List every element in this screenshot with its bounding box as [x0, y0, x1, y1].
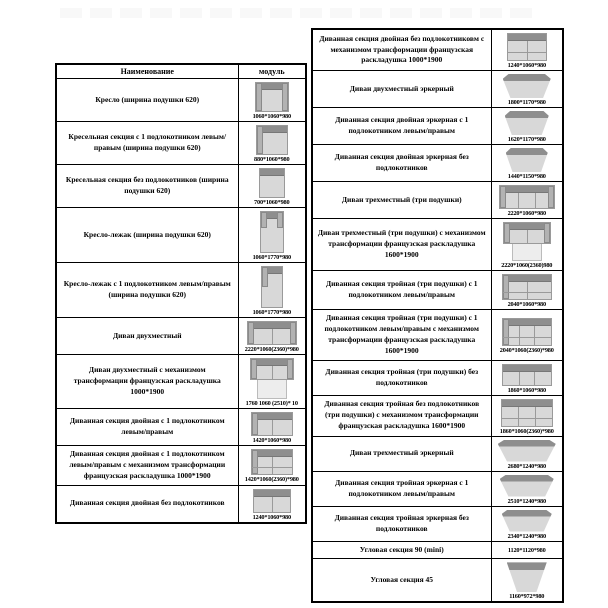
- section-two-one-arm-mechanism-topview-icon: [251, 449, 293, 475]
- header-row: [56, 64, 306, 79]
- module-dimensions: 1120*1120*980: [507, 547, 546, 555]
- sofa-three-seat-topview-icon: [499, 185, 555, 209]
- left-catalog-table: [55, 63, 307, 524]
- bay-section-three-one-arm-topview-icon: [500, 475, 554, 497]
- module-dimensions: 2040*1060*980: [507, 301, 546, 308]
- item-name: Кресельная секция с 1 подлокотником левым/правым (ширина подушки 620): [56, 122, 238, 165]
- backrest-shape: [248, 322, 296, 329]
- module-cell: [238, 446, 306, 486]
- cushion-divider: [272, 366, 273, 379]
- item-name: Кресло (ширина подушки 620): [56, 79, 238, 122]
- left-armrest-shape: [252, 450, 258, 474]
- module-dimensions: 1420*1060*980: [252, 437, 291, 444]
- module-cell: [238, 485, 306, 523]
- module-dimensions: 1440*1150*980: [507, 173, 546, 180]
- left-armrest-shape: [503, 275, 509, 299]
- catalog-row: [312, 182, 563, 219]
- bay-section-two-one-arm-topview-icon: [505, 111, 549, 135]
- lounger-two-arms-topview-icon: [260, 211, 284, 253]
- module-cell: [491, 471, 563, 506]
- catalog-row: [56, 355, 306, 409]
- module-cell: [491, 145, 563, 182]
- column-header-name: Наименование: [56, 64, 238, 79]
- module-cell: [238, 355, 306, 409]
- module-dimensions: 1860*1060(2360)*980: [499, 427, 554, 435]
- faded-scan-artifact: [60, 8, 540, 18]
- cushion-divider: [534, 372, 535, 385]
- item-name: Угловая секция 90 (mini): [312, 541, 491, 559]
- left-armrest-shape: [256, 83, 262, 111]
- catalog-row: [56, 208, 306, 263]
- catalog-row: [312, 271, 563, 310]
- module-cell: [491, 360, 563, 395]
- backrest-shape: [254, 490, 290, 497]
- catalog-row: [56, 79, 306, 122]
- catalog-row: [312, 395, 563, 436]
- left-armrest-shape: [251, 359, 257, 379]
- catalog-row: [312, 471, 563, 506]
- bay-section-three-no-arms-topview-icon: [502, 510, 552, 532]
- catalog-row: [56, 122, 306, 165]
- left-armrest-shape: [503, 319, 509, 345]
- catalog-row: [312, 436, 563, 471]
- section-two-no-arms-topview-icon: [253, 489, 291, 513]
- right-armrest-shape: [277, 212, 283, 228]
- sofa-two-seat-topview-icon: [247, 321, 297, 345]
- module-cell: [491, 559, 563, 603]
- right-catalog-table: [311, 28, 564, 603]
- module-dimensions: 880*1060*980: [254, 156, 290, 163]
- item-name: Диванная секция двойная эркерная с 1 подлокотником левым/правым: [312, 108, 491, 145]
- module-dimensions: 1240*1060*980: [507, 62, 546, 69]
- right-armrest-shape: [282, 83, 288, 111]
- module-cell: [238, 122, 306, 165]
- foldout-bed-shape: [512, 243, 542, 261]
- right-armrest-shape: [544, 223, 550, 243]
- sofa-three-foldout-topview-icon: [503, 222, 551, 244]
- module-dimensions: 1800*1170*980: [507, 99, 546, 106]
- right-armrest-shape: [287, 359, 293, 379]
- lounger-one-arm-topview-icon: [261, 266, 283, 308]
- left-armrest-shape: [261, 212, 267, 228]
- module-cell: [491, 29, 563, 71]
- left-armrest-shape: [257, 126, 263, 154]
- left-armrest-shape: [252, 413, 258, 435]
- cushion-divider: [519, 372, 520, 385]
- backrest-shape: [500, 186, 554, 193]
- section-three-one-arm-mechanism-topview-icon: [502, 318, 552, 346]
- module-cell: [491, 271, 563, 310]
- module-cell: [491, 395, 563, 436]
- cushion-divider: [527, 230, 528, 243]
- cushion-divider: [272, 497, 273, 512]
- catalog-row: [312, 219, 563, 271]
- catalog-row: [312, 559, 563, 603]
- left-table-body: [56, 79, 306, 523]
- module-cell: [238, 79, 306, 122]
- module-dimensions: 2040*1060(2360)*980: [499, 346, 554, 354]
- module-dimensions: 1060*1060*980: [252, 113, 291, 120]
- backrest-shape: [252, 450, 292, 457]
- module-dimensions: 2510*1240*980: [507, 497, 546, 505]
- mechanism-divider: [252, 467, 292, 468]
- catalog-row: [56, 485, 306, 523]
- mechanism-divider: [502, 418, 552, 419]
- catalog-row: [56, 165, 306, 208]
- catalog-row: [56, 409, 306, 446]
- module-dimensions: 1060*1770*980: [252, 254, 291, 261]
- catalog-row: [56, 318, 306, 355]
- item-name: Диван трехместный (три подушки): [312, 182, 491, 219]
- module-cell: [491, 182, 563, 219]
- sofa-two-seat-foldout-topview-icon: [250, 358, 294, 380]
- mechanism-divider: [503, 337, 551, 338]
- module-cell: [491, 541, 563, 559]
- cushion-divider: [527, 282, 528, 299]
- item-name: Кресельная секция без подлокотников (ширина подушки 620): [56, 165, 238, 208]
- catalog-row: [56, 446, 306, 486]
- module-dimensions: 2220*1060*980: [507, 210, 546, 217]
- cushion-divider: [535, 407, 536, 426]
- cushion-divider: [519, 326, 520, 345]
- item-name: Диванная секция тройная (три подушки) без подлокотников: [312, 360, 491, 395]
- section-two-one-arm-topview-icon: [251, 412, 293, 436]
- foldout-bed-shape: [257, 379, 287, 399]
- catalog-row: [312, 29, 563, 71]
- right-armrest-shape: [290, 322, 296, 344]
- module-cell: [491, 219, 563, 271]
- item-name: Диванная секция двойная без подлокотниковм с механизмом трансформации французская раскладушка 1000*1900: [312, 29, 491, 71]
- cushion-divider: [272, 457, 273, 474]
- section-three-one-arm-topview-icon: [502, 274, 552, 300]
- cushion-divider: [518, 407, 519, 426]
- armchair-one-arm-topview-icon: [256, 125, 288, 155]
- right-table-body: [312, 29, 563, 602]
- item-name: Диван двухместный эркерный: [312, 71, 491, 108]
- module-dimensions: 1860*1060*980: [507, 386, 546, 394]
- left-armrest-shape: [500, 186, 506, 208]
- backrest-shape: [508, 34, 546, 41]
- catalog-row: [312, 506, 563, 541]
- cushion-divider: [535, 193, 536, 208]
- backrest-shape: [503, 319, 551, 326]
- bay-section-two-no-arms-topview-icon: [506, 148, 548, 172]
- armchair-no-arms-topview-icon: [259, 168, 285, 198]
- module-dimensions: 2220*1060(2360)*980: [244, 346, 299, 353]
- corner-45-topview-icon: [507, 562, 547, 592]
- module-dimensions: 2220*1060(2360)980: [501, 262, 553, 269]
- catalog-row: [312, 145, 563, 182]
- item-name: Диванная секция тройная эркерная с 1 подлокотником левым/правым: [312, 471, 491, 506]
- cushion-divider: [527, 41, 528, 60]
- backrest-shape: [502, 400, 552, 407]
- item-name: Угловая секция 45: [312, 559, 491, 603]
- module-dimensions: 2340*1240*980: [507, 532, 546, 540]
- right-armrest-shape: [548, 186, 554, 208]
- module-cell: [491, 108, 563, 145]
- bay-sofa-two-topview-icon: [503, 74, 551, 98]
- module-dimensions: 1160*972*980: [509, 593, 545, 601]
- section-two-mechanism-topview-icon: [507, 33, 547, 61]
- mechanism-divider: [508, 52, 546, 53]
- module-cell: [491, 506, 563, 541]
- item-name: Диван трехместный эркерный: [312, 436, 491, 471]
- item-name: Диванная секция двойная эркерная без подлокотников: [312, 145, 491, 182]
- module-cell: [238, 409, 306, 446]
- section-three-no-arms-topview-icon: [502, 364, 552, 386]
- section-three-mechanism-topview-icon: [501, 399, 553, 427]
- item-name: Диванная секция двойная с 1 подлокотником левым/правым: [56, 409, 238, 446]
- mechanism-divider: [503, 292, 551, 293]
- module-dimensions: 1620*1170*980: [507, 136, 546, 143]
- cushion-divider: [272, 420, 273, 435]
- backrest-shape: [260, 169, 284, 176]
- cushion-divider: [272, 329, 273, 344]
- backrest-shape: [503, 275, 551, 282]
- backrest-shape: [252, 413, 292, 420]
- catalog-row: [312, 108, 563, 145]
- module-cell: [238, 165, 306, 208]
- module-cell: [491, 436, 563, 471]
- item-name: Диванная секция двойная без подлокотников: [56, 485, 238, 523]
- module-cell: [238, 263, 306, 318]
- item-name: Кресло-лежак (ширина подушки 620): [56, 208, 238, 263]
- backrest-shape: [503, 365, 551, 372]
- cushion-divider: [534, 326, 535, 345]
- armchair-two-arms-topview-icon: [255, 82, 289, 112]
- catalog-row: [312, 71, 563, 108]
- left-armrest-shape: [262, 267, 268, 287]
- module-dimensions: 1760 1060 (2510)* 10: [245, 400, 298, 407]
- item-name: Диванная секция двойная с 1 подлокотником левым/правым с механизмом трансформации французская раскладушка 1000*1900: [56, 446, 238, 486]
- module-dimensions: 1240*1060*980: [252, 513, 291, 521]
- left-armrest-shape: [248, 322, 254, 344]
- item-name: Диванная секция тройная (три подушки) с 1 подлокотником левым/правым: [312, 271, 491, 310]
- module-cell: [238, 208, 306, 263]
- column-header-module: модуль: [238, 64, 306, 79]
- module-cell: [491, 71, 563, 108]
- catalog-row: [312, 541, 563, 559]
- item-name: Диван трехместный (три подушки) с механизмом трансформации французская раскладушка 1600*1900: [312, 219, 491, 271]
- cushion-divider: [518, 193, 519, 208]
- catalog-row: [312, 310, 563, 361]
- item-name: Диван двухместный: [56, 318, 238, 355]
- item-name: Кресло-лежак с 1 подлокотником левым/правым (ширина подушки 620): [56, 263, 238, 318]
- module-dimensions: 2680*1240*980: [507, 462, 546, 470]
- left-armrest-shape: [504, 223, 510, 243]
- module-cell: [491, 310, 563, 361]
- module-dimensions: 1060*1770*980: [252, 309, 291, 316]
- catalog-row: [56, 263, 306, 318]
- bay-sofa-three-topview-icon: [498, 440, 556, 462]
- catalog-row: [312, 360, 563, 395]
- module-dimensions: 700*1060*980: [254, 199, 290, 206]
- item-name: Диванная секция тройная (три подушки) с 1 подлокотником левым/правым с механизмом трансформации французская раскладушка 1600*1900: [312, 310, 491, 361]
- item-name: Диванная секция тройная эркерная без подлокотников: [312, 506, 491, 541]
- item-name: Диван двухместный с механизмом трансформации французская раскладушка 1000*1900: [56, 355, 238, 409]
- module-dimensions: 1420*1060(2360)*980: [244, 476, 299, 484]
- item-name: Диванная секция тройная без подлокотников (три подушки) с механизмом трансформации французская раскладушка 1600*1900: [312, 395, 491, 436]
- module-cell: [238, 318, 306, 355]
